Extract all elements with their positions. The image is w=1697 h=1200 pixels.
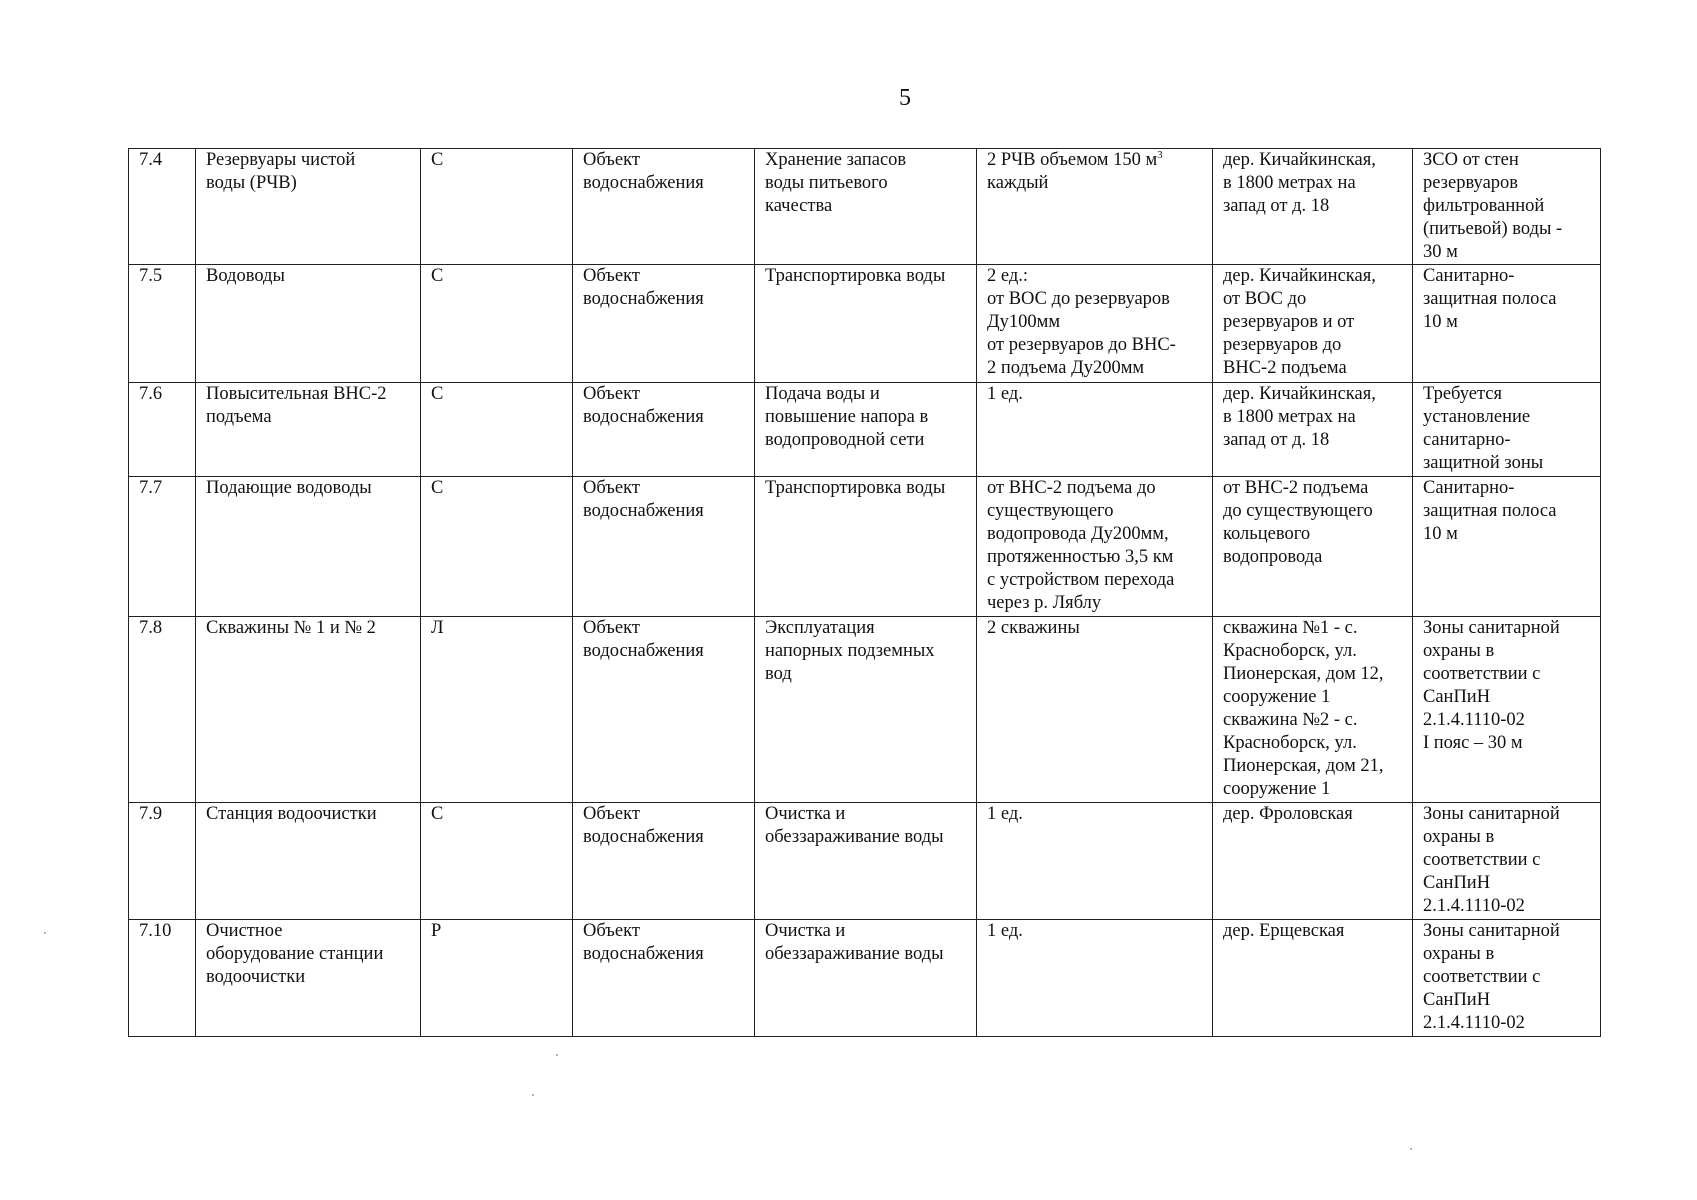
table-row xyxy=(129,477,1601,617)
purpose-cell: Транспортировка воды xyxy=(755,265,977,383)
status-cell: С xyxy=(421,803,573,920)
page-number: 5 xyxy=(899,85,911,111)
characteristics-cell: 1 ед. xyxy=(977,920,1213,1037)
zone-cell: Зоны санитарной охраны в соответствии с СанПиН 2.1.4.1110-02 I пояс – 30 м xyxy=(1413,617,1601,803)
purpose-cell: Очистка и обеззараживание воды xyxy=(755,803,977,920)
row-number-cell: 7.10 xyxy=(129,920,196,1037)
zone-cell: ЗСО от стен резервуаров фильтрованной (питьевой) воды - 30 м xyxy=(1413,149,1601,265)
characteristics-cell: 2 скважины xyxy=(977,617,1213,803)
object-type-cell: Объект водоснабжения xyxy=(573,920,755,1037)
object-name-cell: Повысительная ВНС-2 подъема xyxy=(196,383,421,477)
object-type-cell: Объект водоснабжения xyxy=(573,265,755,383)
object-name-cell: Водоводы xyxy=(196,265,421,383)
location-cell: дер. Кичайкинская, в 1800 метрах на запад от д. 18 xyxy=(1213,149,1413,265)
row-number-cell: 7.6 xyxy=(129,383,196,477)
object-name-cell: Подающие водоводы xyxy=(196,477,421,617)
row-number-cell: 7.9 xyxy=(129,803,196,920)
table-row xyxy=(129,617,1601,803)
characteristics-cell: 1 ед. xyxy=(977,383,1213,477)
object-type-cell: Объект водоснабжения xyxy=(573,617,755,803)
status-cell: Л xyxy=(421,617,573,803)
characteristics-cell: 2 РЧВ объемом 150 $м^3$ каждый xyxy=(977,149,1213,265)
location-cell: от ВНС-2 подъема до существующего кольцевого водопровода xyxy=(1213,477,1413,617)
row-number-cell: 7.7 xyxy=(129,477,196,617)
scan-speck xyxy=(1410,1148,1412,1150)
location-cell: дер. Кичайкинская, в 1800 метрах на запад от д. 18 xyxy=(1213,383,1413,477)
object-name-cell: Станция водоочистки xyxy=(196,803,421,920)
zone-cell: Зоны санитарной охраны в соответствии с СанПиН 2.1.4.1110-02 xyxy=(1413,920,1601,1037)
zone-cell: Требуется установление санитарно- защитной зоны xyxy=(1413,383,1601,477)
row-number-cell: 7.5 xyxy=(129,265,196,383)
purpose-cell: Транспортировка воды xyxy=(755,477,977,617)
location-cell: дер. Фроловская xyxy=(1213,803,1413,920)
table-row xyxy=(129,149,1601,265)
status-cell: С xyxy=(421,149,573,265)
table-row xyxy=(129,265,1601,383)
location-cell: дер. Кичайкинская, от ВОС до резервуаров и от резервуаров до ВНС-2 подъема xyxy=(1213,265,1413,383)
object-type-cell: Объект водоснабжения xyxy=(573,477,755,617)
location-cell: скважина №1 - с. Красноборск, ул. Пионерская, дом 12, сооружение 1 скважина №2 - с. Красноборск, ул. Пионерская, дом 21, сооружение 1 xyxy=(1213,617,1413,803)
row-number-cell: 7.4 xyxy=(129,149,196,265)
purpose-cell: Очистка и обеззараживание воды xyxy=(755,920,977,1037)
purpose-cell: Подача воды и повышение напора в водопроводной сети xyxy=(755,383,977,477)
table-row xyxy=(129,383,1601,477)
scan-speck xyxy=(44,932,46,934)
purpose-cell: Хранение запасов воды питьевого качества xyxy=(755,149,977,265)
characteristics-cell: от ВНС-2 подъема до существующего водопровода Ду200мм, протяженностью 3,5 км с устройством перехода через р. Ляблу xyxy=(977,477,1213,617)
status-cell: С xyxy=(421,477,573,617)
object-type-cell: Объект водоснабжения xyxy=(573,383,755,477)
object-name-cell: Резервуары чистой воды (РЧВ) xyxy=(196,149,421,265)
table-row xyxy=(129,920,1601,1037)
status-cell: Р xyxy=(421,920,573,1037)
zone-cell: Санитарно- защитная полоса 10 м xyxy=(1413,477,1601,617)
characteristics-cell: 2 ед.: от ВОС до резервуаров Ду100мм от резервуаров до ВНС- 2 подъема Ду200мм xyxy=(977,265,1213,383)
zone-cell: Санитарно- защитная полоса 10 м xyxy=(1413,265,1601,383)
object-name-cell: Скважины № 1 и № 2 xyxy=(196,617,421,803)
purpose-cell: Эксплуатация напорных подземных вод xyxy=(755,617,977,803)
zone-cell: Зоны санитарной охраны в соответствии с СанПиН 2.1.4.1110-02 xyxy=(1413,803,1601,920)
status-cell: С xyxy=(421,383,573,477)
characteristics-cell: 1 ед. xyxy=(977,803,1213,920)
object-name-cell: Очистное оборудование станции водоочистки xyxy=(196,920,421,1037)
object-type-cell: Объект водоснабжения xyxy=(573,149,755,265)
scan-speck xyxy=(532,1094,534,1096)
object-type-cell: Объект водоснабжения xyxy=(573,803,755,920)
table-row xyxy=(129,803,1601,920)
location-cell: дер. Ерщевская xyxy=(1213,920,1413,1037)
row-number-cell: 7.8 xyxy=(129,617,196,803)
status-cell: С xyxy=(421,265,573,383)
scan-speck xyxy=(556,1054,558,1056)
objects-table xyxy=(128,148,1601,1037)
